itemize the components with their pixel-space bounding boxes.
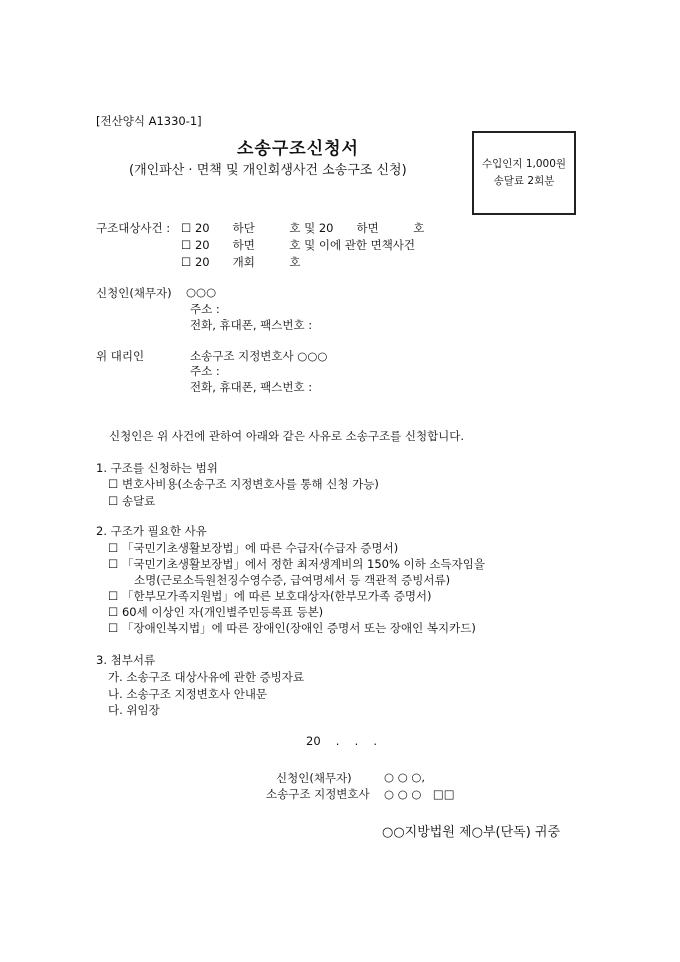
agent-label: 위 대리인 [96, 349, 145, 363]
section-3-item-1: 가. 소송구조 대상사유에 관한 증빙자료 [108, 670, 305, 684]
section-2-item-5[interactable]: ☐ 「장애인복지법」에 따른 장애인(장애인 증명서 또는 장애인 복지카드) [108, 621, 476, 635]
section-2-heading: 2. 구조가 필요한 사유 [96, 524, 207, 538]
sign-lawyer-name: ○ ○ ○ □□ [384, 787, 455, 801]
section-2-item-4[interactable]: ☐ 60세 이상인 자(개인별주민등록표 등본) [108, 605, 324, 619]
sign-applicant-label: 신청인(채무자) [276, 771, 352, 785]
case-line-3[interactable]: ☐ 20 개회 호 [181, 255, 301, 269]
stamp-line-2: 송달료 2회분 [493, 175, 555, 187]
section-1-item-2[interactable]: ☐ 송달료 [108, 494, 156, 508]
applicant-address: 주소 : [190, 302, 220, 316]
page-subtitle: (개인파산 · 면책 및 개인회생사건 소송구조 신청) [129, 163, 407, 178]
date-line: 20 . . . [306, 734, 378, 748]
sign-applicant-name: ○ ○ ○, [384, 770, 426, 784]
section-2-item-2[interactable]: ☐ 「국민기초생활보장법」에서 정한 최저생계비의 150% 이하 소득자임을 [108, 557, 485, 571]
section-2-item-1[interactable]: ☐ 「국민기초생활보장법」에 따른 수급자(수급자 증명서) [108, 541, 399, 555]
statement: 신청인은 위 사건에 관하여 아래와 같은 사유로 소송구조를 신청합니다. [109, 429, 465, 443]
case-label: 구조대상사건 : [96, 221, 171, 235]
section-2-item-3[interactable]: ☐ 「한부모가족지원법」에 따른 보호대상자(한부모가족 증명서) [108, 589, 432, 603]
section-3-heading: 3. 첨부서류 [96, 653, 156, 667]
sign-lawyer-label: 소송구조 지정변호사 [266, 787, 370, 801]
case-line-2[interactable]: ☐ 20 하면 호 및 이에 관한 면책사건 [181, 238, 416, 252]
court-name: ○○지방법원 제○부(단독) 귀중 [382, 825, 561, 840]
stamp-line-1: 수입인지 1,000원 [481, 158, 567, 170]
applicant-name: ○○○ [186, 285, 217, 299]
agent-address: 주소 : [190, 364, 220, 378]
stamp-box [472, 131, 576, 215]
applicant-contact: 전화, 휴대폰, 팩스번호 : [190, 318, 313, 332]
section-2-item-2-cont: 소명(근로소득원천징수영수증, 급여명세서 등 객관적 증빙서류) [134, 573, 451, 587]
agent-contact: 전화, 휴대폰, 팩스번호 : [190, 380, 313, 394]
agent-name: 소송구조 지정변호사 ○○○ [190, 349, 328, 363]
section-3-item-3: 다. 위임장 [108, 703, 160, 717]
applicant-label: 신청인(채무자) [96, 286, 172, 300]
form-code: [전산양식 A1330-1] [96, 114, 202, 128]
section-1-heading: 1. 구조를 신청하는 범위 [96, 461, 218, 475]
case-line-1[interactable]: ☐ 20 하단 호 및 20 하면 호 [181, 221, 425, 235]
section-3-item-2: 나. 소송구조 지정변호사 안내문 [108, 687, 268, 701]
page-title: 소송구조신청서 [237, 139, 359, 159]
section-1-item-1[interactable]: ☐ 변호사비용(소송구조 지정변호사를 통해 신청 가능) [108, 477, 379, 491]
